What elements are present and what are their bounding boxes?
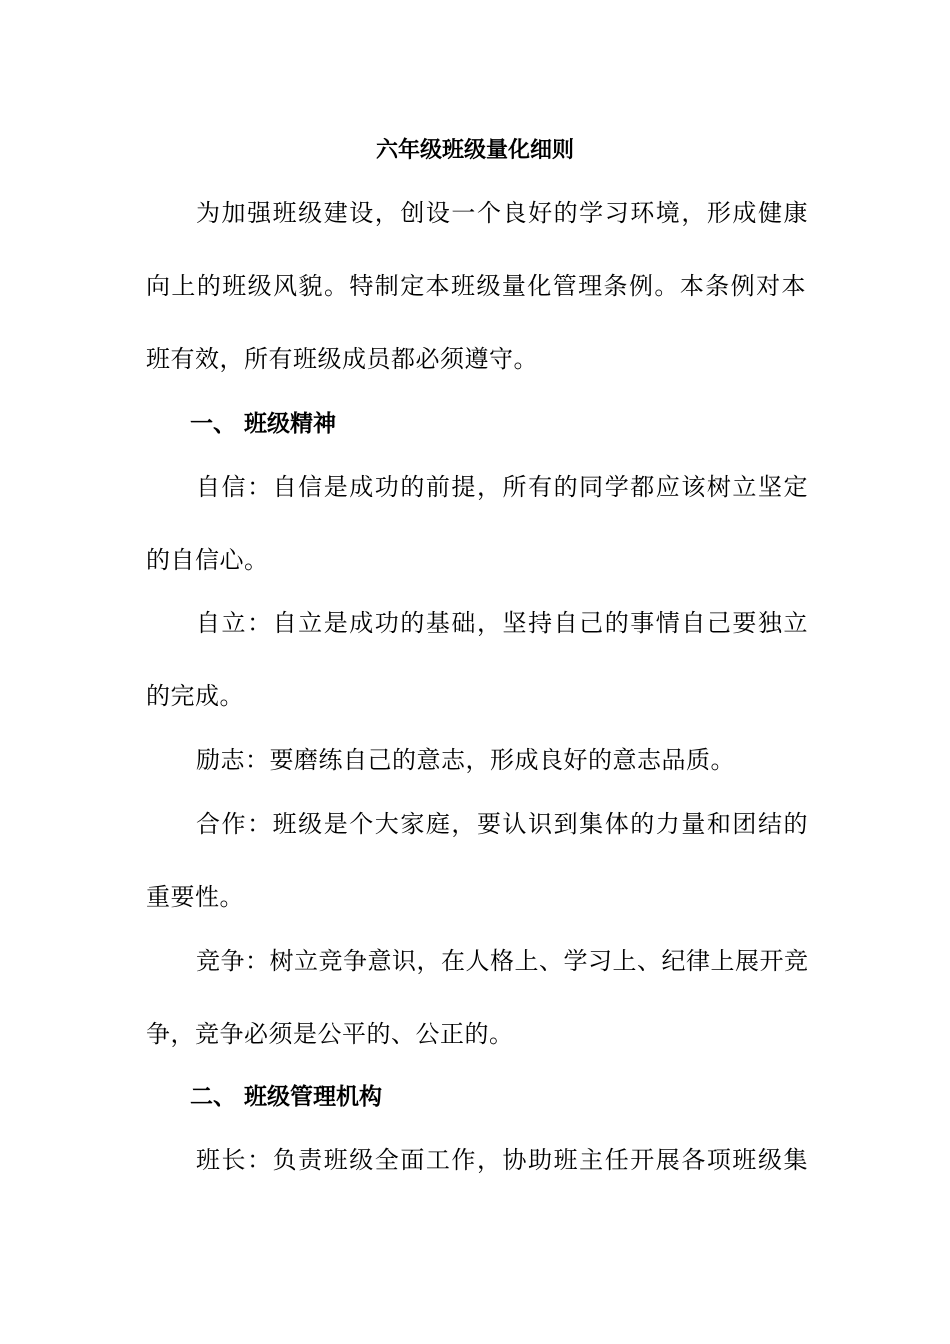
intro-line-3: 班有效，所有班级成员都必须遵守。 <box>146 345 538 373</box>
spirit-cooperation-line-2: 重要性。 <box>146 883 244 911</box>
intro-line-1: 为加强班级建设，创设一个良好的学习环境，形成健康 <box>196 199 808 227</box>
spirit-cooperation-line-1: 合作：班级是个大家庭，要认识到集体的力量和团结的 <box>196 810 808 838</box>
intro-line-2: 向上的班级风貌。特制定本班级量化管理条例。本条例对本 <box>146 272 806 300</box>
spirit-confidence-line-2: 的自信心。 <box>146 546 269 574</box>
section-heading-class-spirit: 一、 班级精神 <box>190 410 337 437</box>
document-title: 六年级班级量化细则 <box>375 137 574 163</box>
spirit-independence-line-1: 自立：自立是成功的基础，坚持自己的事情自己要独立 <box>196 609 808 637</box>
spirit-confidence-line-1: 自信：自信是成功的前提，所有的同学都应该树立坚定 <box>196 473 808 501</box>
spirit-competition-line-1: 竞争：树立竞争意识，在人格上、学习上、纪律上展开竞 <box>196 947 809 975</box>
spirit-competition-line-2: 争，竞争必须是公平的、公正的。 <box>146 1020 514 1048</box>
spirit-independence-line-2: 的完成。 <box>146 682 244 710</box>
section-heading-management: 二、 班级管理机构 <box>190 1083 383 1110</box>
spirit-willpower-line-1: 励志：要磨练自己的意志，形成良好的意志品质。 <box>196 746 735 774</box>
management-monitor-line-1: 班长：负责班级全面工作，协助班主任开展各项班级集 <box>196 1146 808 1174</box>
